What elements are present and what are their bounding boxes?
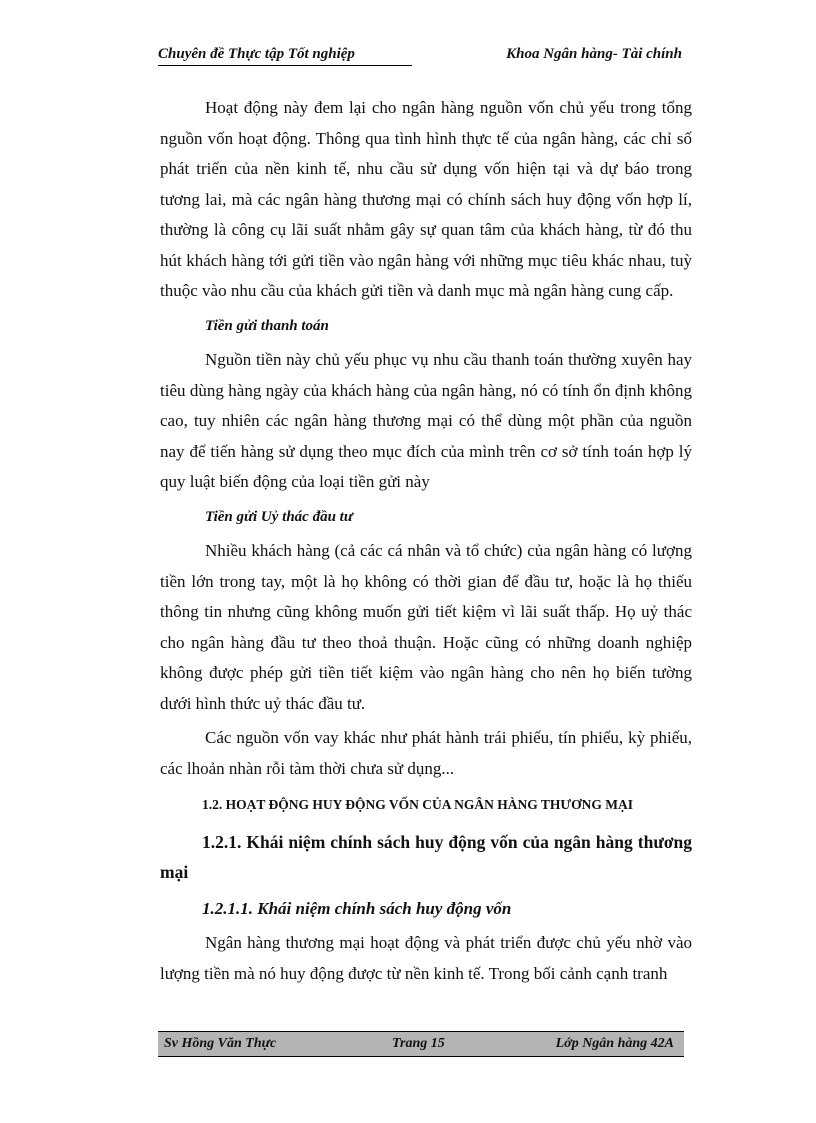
footer-author: Sv Hồng Văn Thực: [164, 1036, 277, 1051]
section-heading-1-2: 1.2. HOẠT ĐỘNG HUY ĐỘNG VỐN CỦA NGÂN HÀNG THƯƠNG MẠI: [202, 797, 634, 812]
section-heading-1-2-1: 1.2.1. Khái niệm chính sách huy động vốn của ngân hàng thương mại: [160, 831, 692, 882]
paragraph-5: Ngân hàng thương mại hoạt động và phát triển được chủ yếu nhờ vào lượng tiền mà nó huy động được từ nền kinh tế. Trong bối cảnh cạnh tranh: [160, 933, 692, 983]
section-heading-1-2-1-1: 1.2.1.1. Khái niệm chính sách huy động vốn: [202, 898, 512, 918]
page-header: [158, 46, 690, 70]
subheading-tien-gui-uy-thac: Tiền gửi Uỷ thác đầu tư: [205, 508, 353, 525]
subheading-tien-gui-thanh-toan: Tiền gửi thanh toán: [205, 317, 329, 334]
page-footer: [158, 1031, 684, 1057]
page-body: [160, 93, 692, 993]
paragraph-1: Hoạt động này đem lại cho ngân hàng nguồn vốn chủ yếu trong tổng nguồn vốn hoạt động. Thông qua tình hình thực tế của ngân hàng, các chỉ số phát triển của nền kinh tế, nhu cầu sử dụng vốn hiện tại và dự báo trong tương lai, mà các ngân hàng thương mại có chính sách huy động vốn hợp lí, thường là công cụ lãi suất nhằm gây sự quan tâm của khách hàng, từ đó thu hút khách hàng tới gửi tiền vào ngân hàng với những mục tiêu khác nhau, tuỳ thuộc vào nhu cầu của khách gửi tiền và danh mục mà ngân hàng cung cấp.: [160, 98, 692, 300]
header-faculty: Khoa Ngân hàng- Tài chính: [506, 46, 682, 62]
paragraph-4: Các nguồn vốn vay khác như phát hành trái phiếu, tín phiếu, kỳ phiếu, các lhoản nhàn rỗi tàm thời chưa sử dụng...: [160, 728, 692, 778]
paragraph-3: Nhiều khách hàng (cả các cá nhân và tổ chức) của ngân hàng có lượng tiền lớn trong tay, một là họ không có thời gian để đầu tư, hoặc là họ thiếu thông tin nhưng cũng không muốn gửi tiết kiệm vì lãi suất thấp. Họ uỷ thác cho ngân hàng đầu tư theo thoả thuận. Hoặc cũng có những doanh nghiệp không được phép gửi tiền tiết kiệm vào ngân hàng cho nên họ biến tường dưới hình thức uỷ thác đầu tư.: [160, 541, 692, 713]
footer-page-number: Trang 15: [392, 1036, 445, 1051]
header-document-title: Chuyên đề Thực tập Tốt nghiệp: [158, 46, 412, 66]
paragraph-2: Nguồn tiền này chủ yếu phục vụ nhu cầu thanh toán thường xuyên hay tiêu dùng hàng ngày của khách hàng của ngân hàng, nó có tính ổn định không cao, tuy nhiên các ngân hàng thương mại có thể dùng một phần của nguồn nay để tiến hàng sử dụng theo mục đích của mình trên cơ sở tính toán hợp lý quy luật biến động của loại tiền gửi này: [160, 350, 692, 491]
footer-class: Lớp Ngân hàng 42A: [555, 1036, 674, 1051]
